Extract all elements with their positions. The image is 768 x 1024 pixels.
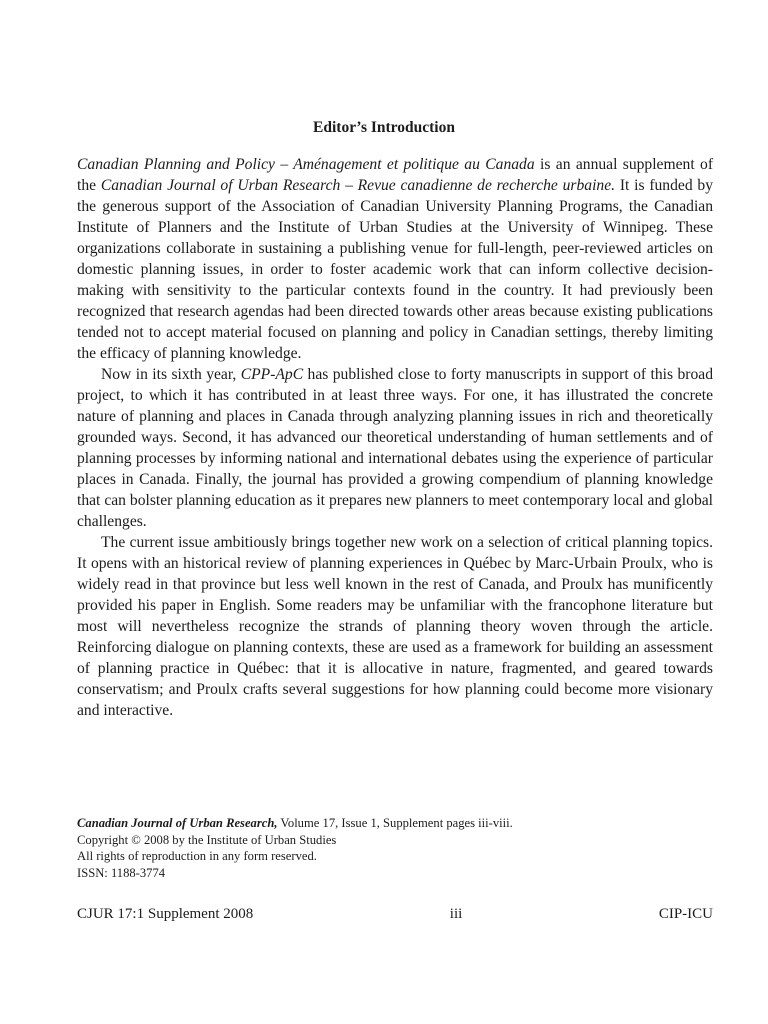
paragraph-text: It is funded by the generous support of the Association of Canadian University Planning Programs, the Canadian Institute of Planners and the Institute of Urban Studies at the University of Winnipeg. These organizations collaborate in sustaining a publishing venue for full-length, peer-reviewed articles on domestic planning issues, in order to foster academic work that can inform collective decision-making with sensitivity to the particular contexts found in the country. It had previously been recognized that research agendas had been directed towards other areas because existing publications tended not to accept material focused on planning and policy in Canadian settings, thereby limiting the efficacy of planning knowledge. xyxy=(77,177,713,362)
page-number: iii xyxy=(449,906,463,922)
paragraph-history xyxy=(77,364,713,532)
paragraph-text: Now in its sixth year, xyxy=(101,366,241,383)
publication-notes xyxy=(77,815,697,881)
issn-line: ISSN: 1188-3774 xyxy=(77,865,166,880)
page-title: Editor’s Introduction xyxy=(313,119,455,136)
citation-journal: Canadian Journal of Urban Research, xyxy=(77,816,278,830)
paragraph-intro xyxy=(77,154,713,364)
journal-abbreviation: CPP-ApC xyxy=(240,366,304,383)
citation-line xyxy=(77,815,697,832)
copyright-line: Copyright © 2008 by the Institute of Urban Studies xyxy=(77,832,337,847)
paragraph-text: The current issue ambitiously brings together new work on a selection of critical planning topics. It opens with an historical review of planning experiences in Québec by Marc-Urbain Proulx, who is widely read in that province but less well known in the rest of Canada, and Proulx has munificently provided his paper in English. Some readers may be unfamiliar with the francophone literature but most will nevertheless recognize the strands of planning theory woven through the article. Reinforcing dialogue on planning contexts, these are used as a framework for building an assessment of planning practice in Québec: that it is allocative in nature, fragmented, and geared towards conservatism; and Proulx crafts several suggestions for how planning could become more visionary and interactive. xyxy=(77,534,713,719)
paragraph-text: has published close to forty manuscripts in support of this broad project, to which it has contributed in at least three ways. For one, it has illustrated the concrete nature of planning and places in Canada through analyzing planning issues in rich and theoretically grounded ways. Second, it has advanced our theoretical understanding of human settlements and of planning processes by informing national and international debates using the experience of particular places in Canada. Finally, the journal has provided a growing compendium of planning knowledge that can bolster planning education as it prepares new planners to meet contemporary local and global challenges. xyxy=(77,366,713,530)
citation-issue: Volume 17, Issue 1, Supplement pages iii-viii. xyxy=(277,816,513,830)
parent-journal-name: Canadian Journal of Urban Research – Revue canadienne de recherche urbaine. xyxy=(100,177,616,194)
footer-journal-issue: CJUR 17:1 Supplement 2008 xyxy=(77,906,254,922)
running-footer xyxy=(77,906,713,923)
rights-line: All rights of reproduction in any form reserved. xyxy=(77,849,317,863)
paragraph-text: is an annual supplement of the xyxy=(77,156,714,194)
footer-journal-code: CIP-ICU xyxy=(658,906,713,922)
article-body xyxy=(77,154,713,721)
paragraph-current-issue xyxy=(77,532,713,721)
journal-name: Canadian Planning and Policy – Aménagement et politique au Canada xyxy=(77,156,535,173)
